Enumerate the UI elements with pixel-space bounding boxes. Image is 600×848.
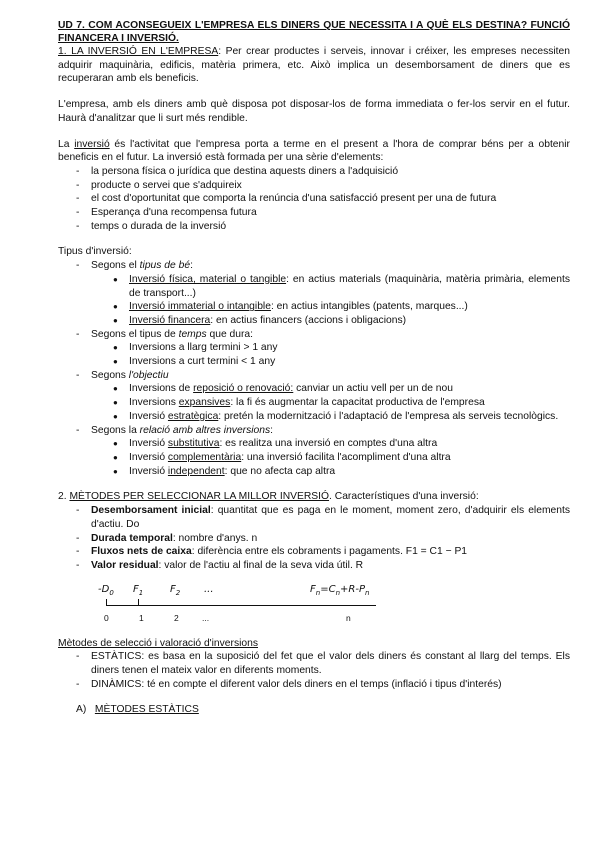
section2-intro-text: . Característiques d'una inversió:: [329, 491, 479, 503]
item-term: Inversió física, material o tangible: [129, 273, 287, 285]
label-post: :: [270, 424, 274, 436]
list-item: [58, 382, 570, 396]
feature-desc: : quantitat que es paga en le moment, moment zero, d'adquirir els elements d'actiu. Do: [91, 505, 570, 530]
section2-number: 2.: [58, 491, 70, 503]
investment-elements-list: [58, 165, 570, 234]
section1-heading: 1. LA INVERSIÓ EN L'EMPRESA: [58, 46, 219, 57]
list-item: [58, 437, 570, 451]
item-desc: : en actius materials (maquinària, matèria primària, elements de transport...): [129, 273, 570, 299]
title-text: UD 7. COM ACONSEGUEIX L'EMPRESA ELS DINERS QUE NECESSITA I A QUÈ ELS DESTINA? FUNCIÓ FINANCERA I INVERSIÓ: [58, 20, 570, 44]
list-item: - DINÀMICS: té en compte el diferent valor dels diners en el temps (inflació i tipus d'interés): [58, 678, 570, 692]
document-page: [58, 20, 570, 717]
time-type-list: [58, 341, 570, 368]
item-term: complementària: [167, 451, 242, 463]
list-item: [58, 559, 570, 573]
methods-heading: Mètodes de selecció i valoració d'inversions: [58, 637, 258, 649]
document-title: [58, 20, 570, 45]
classification-by-objective: [58, 369, 570, 383]
classification-by-relation: [58, 424, 570, 438]
item-desc: : en actius financers (accions i obligacions): [210, 314, 407, 326]
fn-sub: n: [315, 588, 321, 597]
list-item: - ESTÀTICS: es basa en la suposició del fet que el valor dels diners és constant al llarg del temps. Els diners tenen el mateix valor en diferents moments.: [58, 650, 570, 677]
item-desc: canviar un actiu vell per un de nou: [293, 383, 453, 395]
section1-paragraph2: L'empresa, amb els diners amb què disposa pot disposar-los de forma immediata o fer-los servir en el futur. Haurà d'analitzar que li surt més rendible.: [58, 99, 570, 124]
investment-types-list: [58, 259, 570, 273]
fn-eq: =C: [320, 583, 336, 595]
asset-type-list: [58, 273, 570, 328]
d0-text: -D: [98, 583, 110, 595]
list-item: - la persona física o jurídica que destina aquests diners a l'adquisició: [58, 165, 570, 179]
label-post: que dura:: [206, 328, 254, 340]
f2-sub: 2: [175, 588, 181, 597]
label-italic: temps: [178, 328, 207, 340]
list-item: [58, 545, 570, 559]
section1-intro-text: : Per crear productes i serveis, innovar i créixer, les empreses necessiten adquirir maquinària, edificis, matèria primera, etc. Això implica un desemborsament de diners que es recuperaran amb els beneficis.: [58, 46, 570, 85]
list-item: - producte o servei que s'adquireix: [58, 179, 570, 193]
label-pre: Segons el: [91, 260, 140, 272]
flow-fn-label: [310, 583, 369, 601]
feature-desc: : nombre d'anys. n: [172, 532, 258, 544]
feature-desc: : valor de l'actiu al final de la seva vida útil. R: [158, 559, 364, 571]
item-pre: Inversió: [129, 410, 168, 422]
tick-label: 0: [104, 612, 109, 623]
objective-type-list: [58, 382, 570, 423]
timeline-axis: [106, 605, 376, 606]
label-post: :: [190, 260, 193, 272]
subsection-a: [58, 703, 570, 717]
methods-list: [58, 650, 570, 691]
fn-rest: +R-P: [340, 583, 365, 595]
item-term: reposició o renovació:: [193, 383, 294, 395]
timeline-tick: [138, 599, 139, 606]
list-item: ● Inversions a llarg termini > 1 any: [58, 341, 570, 355]
relation-type-list: [58, 437, 570, 478]
list-item: [58, 465, 570, 479]
section1-intro: [58, 45, 570, 86]
feature-term: Fluxos nets de caixa: [91, 546, 192, 558]
list-item: [58, 314, 570, 328]
list-item: [58, 273, 570, 300]
item-desc: : una inversió facilita l'acompliment d'una altra: [241, 451, 451, 463]
feature-term: Desemborsament inicial: [91, 505, 211, 517]
flow-f2-label: [170, 583, 180, 601]
section2-heading: MÈTODES PER SELECCIONAR LA MILLOR INVERSIÓ: [69, 491, 330, 503]
d0-sub: 0: [109, 588, 114, 597]
list-item: - temps o durada de la inversió: [58, 220, 570, 234]
title-period: .: [176, 32, 179, 44]
item-pre: Inversió: [129, 465, 168, 477]
f2-text: F: [170, 583, 176, 595]
item-term: substitutiva: [167, 438, 220, 450]
fn-text: F: [310, 583, 316, 595]
cn-sub: n: [335, 588, 341, 597]
label-pre: Segons: [91, 369, 129, 381]
list-item: - Esperança d'una recompensa futura: [58, 206, 570, 220]
item-term: expansives: [178, 397, 231, 409]
list-item: [58, 328, 570, 342]
list-item: - el cost d'oportunitat que comporta la renúncia d'una satisfacció present per una de futura: [58, 192, 570, 206]
item-term: estratègica: [167, 410, 219, 422]
flow-dots-label: ...: [204, 583, 214, 595]
para3-post: és l'activitat que l'empresa porta a terme en el present a l'hora de comprar béns per a obtenir beneficis en el futur. La inversió està formada per una sèrie d'elements:: [58, 138, 570, 164]
item-pre: Inversió: [129, 451, 168, 463]
item-term: Inversió immaterial o intangible: [129, 301, 271, 313]
classification-by-asset-type: [58, 259, 570, 273]
list-item: [58, 369, 570, 383]
list-item: [58, 451, 570, 465]
feature-term: Valor residual: [91, 559, 159, 571]
investment-features-list: [58, 504, 570, 573]
item-desc: : la fi és augmentar la capacitat productiva de l'empresa: [230, 397, 485, 409]
investment-types-label: Tipus d'inversió:: [58, 246, 132, 258]
classification-by-time: [58, 328, 570, 342]
item-desc: : que no afecta cap altra: [224, 465, 336, 477]
label-italic: l'objectiu: [128, 369, 169, 381]
list-item: [58, 424, 570, 438]
section2-intro: [58, 490, 570, 504]
f1-text: F: [133, 583, 139, 595]
list-item: [58, 504, 570, 531]
timeline-tick: [106, 599, 107, 606]
item-pre: Inversió: [129, 438, 168, 450]
subsection-a-title: MÈTODES ESTÀTICS: [94, 704, 199, 716]
item-desc: : pretén la modernització i l'adaptació de l'empresa als serveis tecnològics.: [218, 410, 559, 422]
section1-paragraph3: [58, 138, 570, 165]
list-item: [58, 300, 570, 314]
inversio-term: inversió: [74, 138, 110, 150]
item-pre: Inversions: [129, 397, 179, 409]
f1-sub: 1: [138, 588, 144, 597]
cash-flow-timeline: [58, 583, 570, 627]
tick-label: n: [346, 612, 351, 623]
label-italic: tipus de bé: [139, 260, 191, 272]
list-item: [58, 410, 570, 424]
item-pre: Inversions de: [129, 383, 194, 395]
label-pre: Segons la: [91, 424, 140, 436]
para3-pre: La: [58, 138, 75, 150]
feature-desc: : diferència entre els cobraments i pagaments. F1 = C1 − P1: [191, 546, 468, 558]
item-term: Inversió financera: [129, 314, 211, 326]
list-item: [58, 532, 570, 546]
tick-label: 1: [139, 612, 144, 623]
item-desc: : en actius intangibles (patents, marques...): [270, 301, 468, 313]
subsection-a-label: A): [76, 704, 87, 716]
pn-sub: n: [364, 588, 370, 597]
item-term: independent: [167, 465, 225, 477]
tick-label: 2: [174, 612, 179, 623]
feature-term: Durada temporal: [91, 532, 173, 544]
label-pre: Segons el tipus de: [91, 328, 179, 340]
tick-label: ...: [202, 612, 210, 623]
list-item: [58, 396, 570, 410]
item-desc: : es realitza una inversió en comptes d'una altra: [219, 438, 438, 450]
list-item: ● Inversions a curt termini < 1 any: [58, 355, 570, 369]
label-italic: relació amb altres inversions: [139, 424, 271, 436]
